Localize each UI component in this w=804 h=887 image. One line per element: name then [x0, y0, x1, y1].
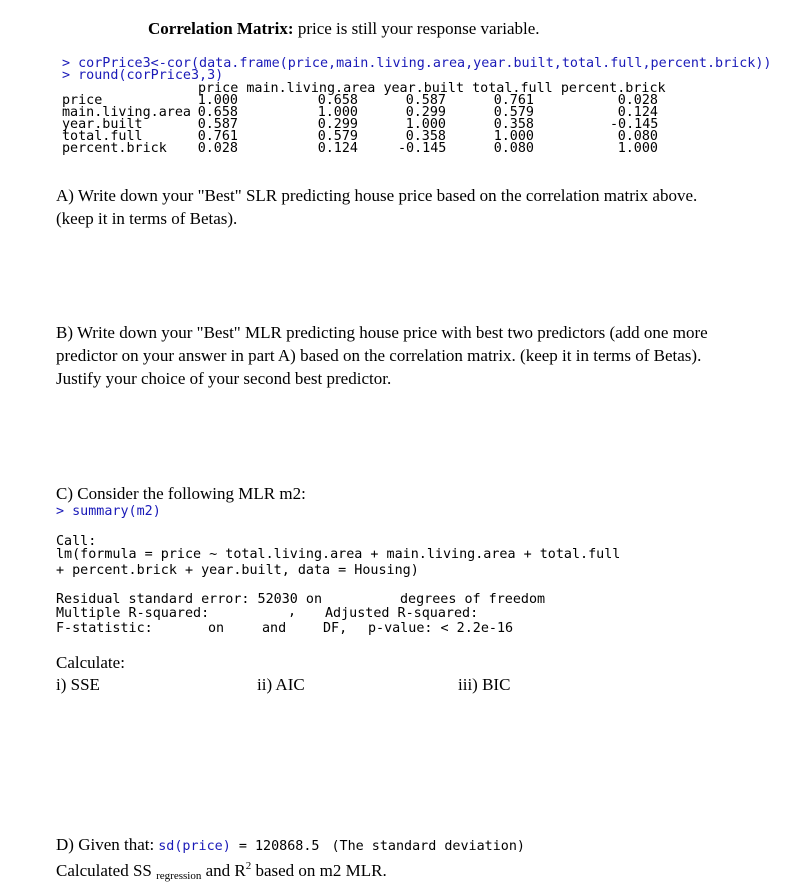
- heading-rest: price is still your response variable.: [293, 19, 540, 38]
- matrix-cell: 0.761: [493, 93, 534, 108]
- formula-line1: lm(formula = price ~ total.living.area + main.living.area + total.full: [56, 547, 621, 562]
- multiple-r-squared: Multiple R-squared:: [56, 606, 210, 621]
- matrix-cell: 0.028: [197, 141, 238, 156]
- heading-bold: Correlation Matrix:: [148, 19, 294, 38]
- matrix-cell: 1.000: [405, 117, 446, 132]
- matrix-cell: 0.658: [317, 93, 358, 108]
- matrix-cell: 1.000: [317, 105, 358, 120]
- residual-standard-error: Residual standard error: 52030 on: [56, 592, 323, 607]
- f-statistic: F-statistic:: [56, 621, 153, 636]
- matrix-cell: 1.000: [617, 141, 658, 156]
- matrix-cell: 0.587: [197, 117, 238, 132]
- matrix-cell: 1.000: [197, 93, 238, 108]
- matrix-cell: 0.579: [317, 129, 358, 144]
- given-label: D) Given that:: [56, 835, 155, 854]
- matrix-cell: 1.000: [493, 129, 534, 144]
- matrix-row-label: price: [62, 93, 103, 108]
- page-title: [148, 18, 540, 40]
- part-b-line2: predictor on your answer in part A) based on the correlation matrix. (keep it in terms of Betas).: [56, 346, 702, 365]
- part-a-line1: A) Write down your "Best" SLR predicting house price based on the correlation matrix above.: [56, 186, 698, 205]
- ss-subscript: regression: [156, 870, 202, 882]
- part-a-line2: (keep it in terms of Betas).: [56, 209, 238, 228]
- r-superscript: 2: [245, 860, 252, 872]
- code-line-cor: > corPrice3<-cor(data.frame(price,main.living.area,year.built,total.full,percent.brick)): [62, 56, 772, 71]
- sd-price-value: = 120868.5: [230, 839, 320, 854]
- matrix-cell: 0.028: [617, 93, 658, 108]
- matrix-cell: 0.358: [493, 117, 534, 132]
- matrix-row-label: year.built: [62, 117, 143, 132]
- matrix-col-total-full: total.full: [472, 81, 553, 96]
- matrix-col-year-built: year.built: [383, 81, 465, 96]
- part-b-line3: Justify your choice of your second best predictor.: [56, 369, 392, 388]
- matrix-cell: 0.299: [317, 117, 358, 132]
- matrix-cell: 0.587: [405, 93, 446, 108]
- matrix-cell: 0.080: [617, 129, 658, 144]
- matrix-cell: 0.080: [493, 141, 534, 156]
- f-on: on: [208, 621, 225, 636]
- f-and: and: [262, 621, 287, 636]
- matrix-row-label: total.full: [62, 129, 143, 144]
- matrix-cell: 0.358: [405, 129, 446, 144]
- matrix-cell: 0.761: [197, 129, 238, 144]
- matrix-cell: 0.658: [197, 105, 238, 120]
- matrix-cell: 0.124: [617, 105, 658, 120]
- matrix-cell: -0.145: [398, 141, 447, 156]
- calculate-label: Calculate:: [56, 653, 125, 672]
- sd-note: (The standard deviation): [331, 839, 525, 854]
- matrix-row-label: percent.brick: [62, 141, 167, 156]
- part-b-line1: B) Write down your "Best" MLR predicting house price with best two predictors (add one more: [56, 323, 708, 342]
- item-bic: iii) BIC: [458, 675, 511, 694]
- matrix-cell: 0.299: [405, 105, 446, 120]
- matrix-col-price: price: [198, 81, 239, 96]
- matrix-col-main-living-area: main.living.area: [246, 81, 376, 96]
- part-d-tail: based on m2 MLR.: [251, 861, 387, 880]
- matrix-row-label: main.living.area: [62, 105, 191, 120]
- part-c-intro: C) Consider the following MLR m2:: [56, 484, 306, 503]
- item-sse: i) SSE: [56, 675, 100, 694]
- comma: ,: [288, 604, 297, 619]
- p-value: p-value: < 2.2e-16: [368, 621, 514, 636]
- r-label: and R: [201, 861, 246, 880]
- matrix-col-percent-brick: percent.brick: [560, 81, 666, 96]
- residual-dof: degrees of freedom: [400, 592, 546, 607]
- summary-command: > summary(m2): [56, 504, 161, 519]
- matrix-cell: 0.579: [493, 105, 534, 120]
- code-line-round: > round(corPrice3,3): [62, 68, 224, 83]
- call-label: Call:: [56, 534, 97, 549]
- matrix-cell: 0.124: [317, 141, 358, 156]
- ss-label: Calculated SS: [56, 861, 152, 880]
- part-d-line2: [56, 855, 387, 887]
- item-aic: ii) AIC: [257, 675, 305, 694]
- f-df: DF,: [323, 621, 348, 636]
- sd-price-code: sd(price): [158, 839, 231, 854]
- formula-line2: + percent.brick + year.built, data = Housing): [56, 563, 419, 578]
- adjusted-r-squared: Adjusted R-squared:: [325, 606, 479, 621]
- matrix-cell: -0.145: [610, 117, 659, 132]
